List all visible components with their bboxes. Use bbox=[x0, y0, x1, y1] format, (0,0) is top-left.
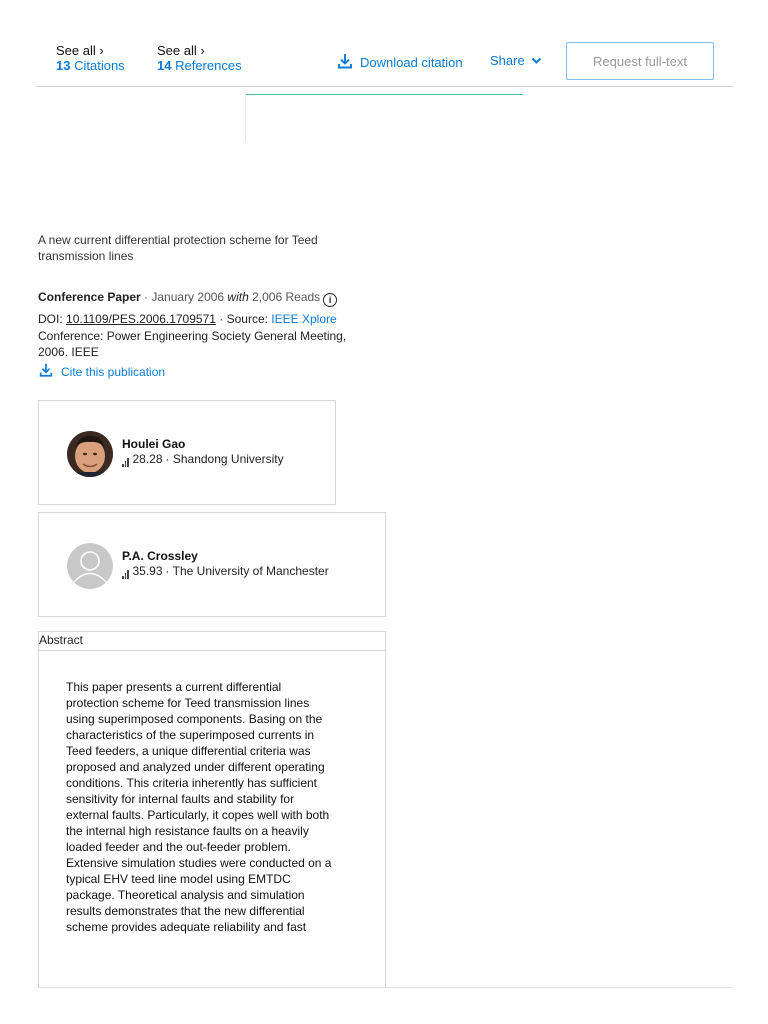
citations-see-all: See all › bbox=[56, 43, 104, 58]
cite-publication-link[interactable] bbox=[38, 362, 165, 381]
publication-type: Conference Paper bbox=[38, 290, 141, 304]
publication-date: · January 2006 bbox=[140, 290, 228, 304]
conference-line-2: 2006. IEEE bbox=[38, 345, 99, 359]
source-link[interactable]: IEEE Xplore bbox=[271, 312, 337, 326]
abstract-text: This paper presents a current differential protection scheme for Teed transmission lines using superimposed components. Basing on the characteristics of the superimposed currents in Teed feeders, a unique differential criteria was proposed and analyzed under different operating conditions. This criteria inherently has sufficient sensitivity for internal faults and stability for external faults. Particularly, it copes well with both the internal high resistance faults on a heavily loaded feeder and the out-feeder problem. Extensive simulation studies were conducted on a typical EHV teed line model using EMTDC package. Theoretical analysis and simulation results demonstrates that the new differential scheme provides adequate reliability and fast bbox=[66, 680, 332, 934]
score-bars-icon bbox=[122, 458, 129, 467]
abstract-heading: Abstract bbox=[38, 631, 386, 650]
citations-count: 13 bbox=[56, 58, 71, 73]
references-label: References bbox=[175, 58, 242, 73]
author-name[interactable]: P.A. Crossley bbox=[122, 549, 198, 563]
reads-count: 2,006 Reads bbox=[252, 290, 321, 304]
author-info bbox=[122, 437, 284, 467]
source-prefix: · Source: bbox=[215, 312, 272, 326]
chevron-down-icon bbox=[531, 53, 542, 68]
with-word: with bbox=[227, 290, 249, 304]
doi-prefix: DOI: bbox=[38, 312, 67, 326]
download-icon bbox=[38, 362, 54, 381]
citations-count-line bbox=[56, 58, 125, 73]
references-link[interactable] bbox=[157, 43, 242, 73]
cite-label: Cite this publication bbox=[61, 364, 166, 379]
author-affiliation-line bbox=[122, 452, 284, 467]
author-name[interactable]: Houlei Gao bbox=[122, 437, 186, 451]
accent-divider bbox=[245, 94, 523, 95]
citations-label: Citations bbox=[74, 58, 125, 73]
score-bars-icon bbox=[122, 570, 129, 579]
author-score: 35.93 bbox=[132, 564, 163, 578]
references-count: 14 bbox=[157, 58, 172, 73]
conference-line-1: Conference: Power Engineering Society General Meeting, bbox=[38, 329, 347, 343]
references-count-line bbox=[157, 58, 242, 73]
author-affiliation-line bbox=[122, 564, 329, 579]
request-full-text-button[interactable]: Request full-text bbox=[566, 42, 714, 80]
toolbar-divider bbox=[36, 86, 733, 87]
author-info bbox=[122, 549, 329, 579]
info-icon[interactable]: i bbox=[323, 293, 337, 307]
author-score: 28.28 bbox=[132, 452, 163, 466]
section-divider bbox=[38, 987, 732, 988]
share-label: Share bbox=[490, 53, 525, 68]
doi-line bbox=[38, 311, 337, 327]
share-button[interactable] bbox=[490, 53, 542, 68]
download-icon bbox=[336, 52, 354, 73]
references-see-all: See all › bbox=[157, 43, 205, 58]
author-affiliation: · Shandong University bbox=[165, 452, 284, 466]
author-card[interactable] bbox=[38, 400, 336, 505]
citations-link[interactable] bbox=[56, 43, 125, 73]
download-citation-button[interactable] bbox=[336, 52, 463, 73]
avatar[interactable] bbox=[67, 431, 113, 477]
doi-link[interactable]: 10.1109/PES.2006.1709571 bbox=[66, 312, 216, 326]
download-citation-label: Download citation bbox=[360, 55, 463, 70]
publication-meta bbox=[38, 289, 337, 307]
author-card[interactable] bbox=[38, 512, 386, 617]
author-affiliation: · The University of Manchester bbox=[165, 564, 329, 578]
user-placeholder-icon bbox=[67, 543, 113, 589]
accent-divider-vertical bbox=[245, 94, 246, 142]
avatar[interactable] bbox=[67, 543, 113, 589]
publication-title: A new current differential protection scheme for Teed transmission lines bbox=[38, 233, 318, 263]
